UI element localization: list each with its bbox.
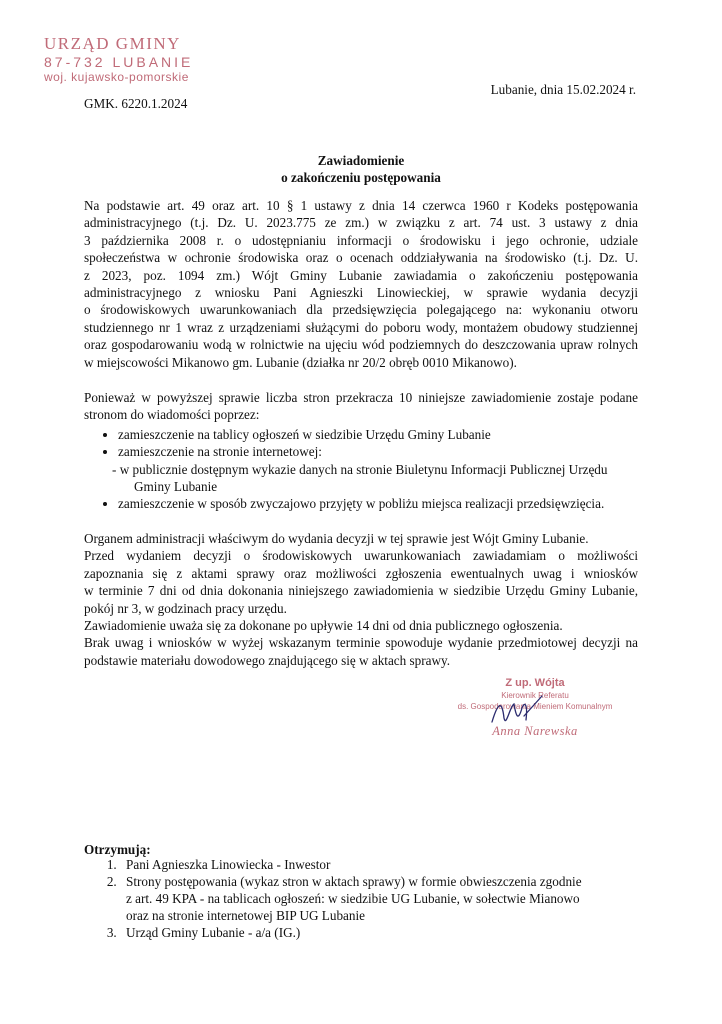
signature-position: Kierownik Referatu: [501, 691, 569, 700]
notification-methods-list: [84, 426, 638, 461]
title-line-2: o zakończeniu postępowania: [281, 170, 441, 185]
paragraph-line: podstawie materiału dowodowego znajdującego się w aktach sprawy.: [84, 652, 451, 668]
stamp-line-office: URZĄD GMINY: [44, 34, 181, 53]
paragraph-line: Ponieważ w powyższej sprawie liczba stron przekracza 10 niniejsze zawiadomienie zostaje podane: [84, 390, 638, 405]
list-item: [118, 443, 638, 460]
signature-on-behalf: Z up. Wójta: [505, 677, 565, 689]
list-item-line: 2. Strony postępowania (wykaz stron w aktach sprawy) w formie obwieszczenia zgodnie: [126, 874, 582, 889]
paragraph-line: Organem administracji właściwym do wydania decyzji w tej sprawie jest Wójt Gminy Lubanie.: [84, 531, 589, 546]
paragraph-notification: [84, 389, 638, 513]
paragraph-line: z 2023, poz. 1094 zm.) Wójt Gminy Lubanie zawiadamia o zakończeniu postępowania: [84, 267, 638, 283]
paragraph-line: Na podstawie art. 49 oraz art. 10 § 1 ustawy z dnia 14 czerwca 1960 r Kodeks postępowania: [84, 198, 638, 213]
signature-name: Anna Narewska: [492, 724, 578, 738]
paragraph-line: społeczeństwa w ochronie środowiska oraz o ocenach oddziaływania na środowisko (t.j. Dz. U.: [84, 250, 638, 266]
stamp-line-postcode: 87-732 LUBANIE: [44, 54, 194, 70]
handwritten-signature-icon: [488, 692, 548, 732]
document-title: [0, 152, 722, 186]
place-date: Lubanie, dnia 15.02.2024 r.: [490, 82, 636, 97]
paragraph-line: pokój nr 3, w godzinach pracy urzędu.: [84, 600, 287, 616]
paragraph-line: studziennego nr 1 wraz z urządzeniami służącymi do poboru wody, montażem obudowy studziennej: [84, 319, 638, 335]
title-line-1: Zawiadomienie: [317, 153, 405, 168]
paragraph-legal-basis: [84, 197, 638, 371]
list-item: 3. Urząd Gminy Lubanie - a/a (IG.): [120, 924, 680, 941]
signature-department: ds. Gospodarowania Mieniem Komunalnym: [457, 702, 613, 711]
sub-item-line: - w publicznie dostępnym wykazie danych na stronie Biuletynu Informacji Publicznej Urzędu: [112, 461, 608, 477]
paragraph-line: Brak uwag i wniosków w wyżej wskazanym terminie spowoduje wydanie przedmiotowej decyzji na: [84, 635, 638, 651]
reference-number: GMK. 6220.1.2024: [84, 96, 188, 111]
stamp-line-voivodeship: woj. kujawsko-pomorskie: [44, 70, 189, 84]
paragraph-line: w terminie 7 dni od dnia dokonania niniejszego zawiadomienia w siedzibie Urzędu Gminy Lubanie,: [84, 583, 638, 599]
paragraph-line: administracyjnego z wniosku Pani Agnieszki Linowieckiej, w sprawie wydania decyzji: [84, 285, 638, 301]
sub-item: [84, 461, 638, 496]
list-item-text: zamieszczenie na stronie internetowej:: [118, 444, 322, 460]
paragraph-line: w miejscowości Mikanowo gm. Lubanie (działka nr 20/2 obręb 0010 Mikanowo).: [84, 354, 517, 370]
list-item-line: z art. 49 KPA - na tablicach ogłoszeń: w siedzibie UG Lubanie, w sołectwie Mianowo: [126, 891, 580, 906]
list-item: 1. Pani Agnieszka Linowiecka - Inwestor: [120, 856, 680, 873]
office-stamp: [44, 34, 214, 85]
paragraph-authority: [84, 530, 638, 669]
paragraph-line: stronom do wiadomości poprzez:: [84, 407, 260, 423]
paragraph-line: Zawiadomienie uważa się za dokonane po upływie 14 dni od dnia publicznego ogłoszenia.: [84, 618, 563, 634]
recipients-list: [84, 856, 680, 941]
paragraph-line: oraz gospodarowaniu wodą w rolnictwie na ujęciu wód podziemnych do deszczowania upraw rolnych: [84, 337, 638, 353]
paragraph-line: administracyjnego (t.j. Dz. U. 2023.775 ze zm.) w związku z art. 74 ust. 3 ustawy z dnia: [84, 215, 638, 231]
list-item: [120, 873, 680, 924]
paragraph-line: 3 października 2008 r. o udostępnianiu informacji o środowisku i jego ochronie, udziale: [84, 232, 638, 248]
paragraph-line: zapoznania się z aktami sprawy oraz możliwości zgłoszenia ewentualnych uwag i wniosków: [84, 565, 638, 581]
notification-methods-list-cont: [84, 495, 638, 512]
paragraph-line: o środowiskowych uwarunkowaniach dla przedsięwzięcia polegającego na: wykonaniu otworu: [84, 302, 638, 318]
recipients-title: Otrzymują:: [84, 842, 151, 857]
sub-item-line: Gminy Lubanie: [134, 479, 218, 495]
list-item-line: oraz na stronie internetowej BIP UG Lubanie: [126, 908, 366, 923]
list-item: • zamieszczenie w sposób zwyczajowo przyjęty w pobliżu miejsca realizacji przedsięwzięcia.: [118, 495, 638, 512]
paragraph-line: Przed wydaniem decyzji o środowiskowych uwarunkowaniach zawiadamiam o możliwości: [84, 548, 638, 564]
list-item: • zamieszczenie na tablicy ogłoszeń w siedzibie Urzędu Gminy Lubanie: [118, 426, 638, 443]
